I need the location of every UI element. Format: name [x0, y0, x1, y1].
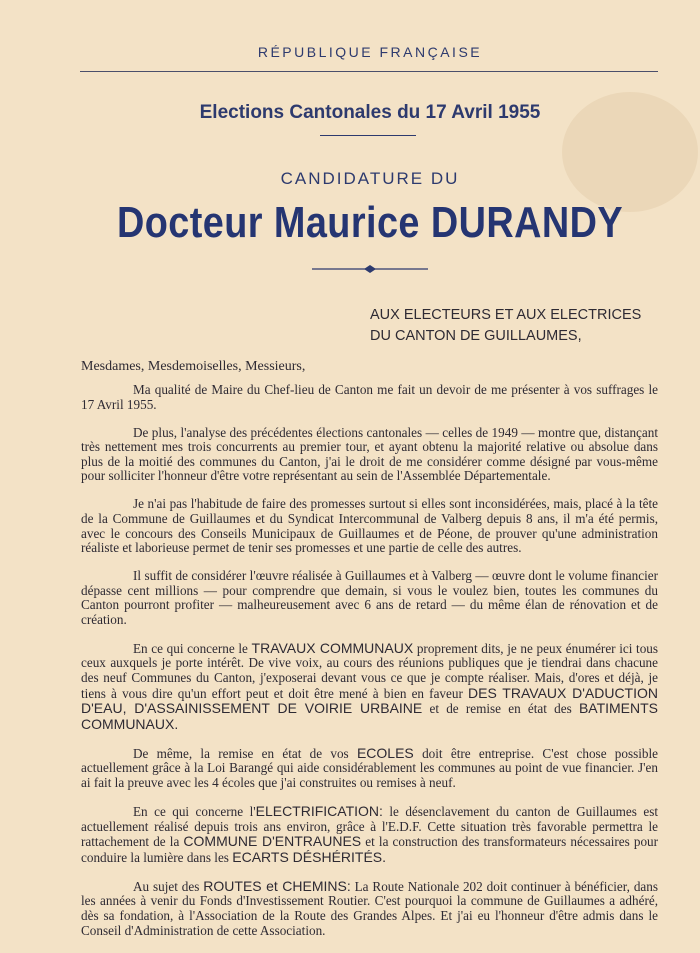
- p5-text-a: En ce qui concerne le: [133, 640, 248, 656]
- ornament-divider-icon: [312, 264, 428, 274]
- p6-text-a: De même, la remise en état de vos: [133, 745, 349, 761]
- keyword-entraunes: COMMUNE D'ENTRAUNES: [183, 833, 362, 850]
- paragraph-7: [81, 804, 658, 865]
- p5-text-c: et de remise en état des: [429, 701, 572, 717]
- republic-heading: RÉPUBLIQUE FRANÇAISE: [257, 44, 483, 60]
- paragraph-4: Il suffit de considérer l'œuvre réalisée à Guillaumes et à Valberg — œuvre dont le volume financier dépasse cent millions — pour comprendre que demain, si vous le voulez bien, toutes les communes du Canton pourront profiter — malheureusement avec 6 ans de retard — du même élan de rénovation et de création.: [81, 568, 658, 627]
- top-divider: [80, 71, 658, 72]
- p7-text-c: et la construction des transformateurs nécessaires pour conduire la lumière dans les: [81, 834, 659, 865]
- paragraph-6: [81, 746, 658, 791]
- p7-text-b: le désenclavement du canton de Guillaumes est actuellement réalisé depuis trois ans environ, grâce à l'E.D.F. Cette situation très favorable permettra le rattachement de la: [81, 804, 658, 850]
- p7-text-a: En ce qui concerne l': [133, 804, 256, 819]
- address-block: [370, 305, 641, 347]
- address-line-1: AUX ELECTEURS ET AUX ELECTRICES: [370, 307, 642, 323]
- address-line-2: DU CANTON DE GUILLAUMES,: [370, 328, 582, 344]
- keyword-adduction: DES TRAVAUX D'ADUCTION D'EAU, D'ASSAINISSEMENT DE VOIRIE URBAINE: [81, 684, 658, 717]
- paragraph-5: [81, 641, 658, 733]
- p8-text-b: La Route Nationale 202 doit continuer à bénéficier, dans les années à venir du Fonds d'Investissement Routier. C'est pourquoi la commune de Guillaumes a adhéré, dès sa fondation, à l'Association de la Route des Grandes Alpes. Et j'ai eu l'honneur d'être admis dans le Conseil d'Administration de cette Association.: [81, 878, 659, 938]
- keyword-ecoles: ECOLES: [356, 744, 414, 761]
- keyword-routes: ROUTES et CHEMINS:: [203, 877, 351, 894]
- p8-text-a: Au sujet des: [133, 878, 200, 894]
- salutation: Mesdames, Mesdemoiselles, Messieurs,: [81, 359, 306, 374]
- paragraph-3: Je n'ai pas l'habitude de faire des promesses surtout si elles sont inconsidérées, mais, placé à la tête de la Commune de Guillaumes et du Syndicat Intercommunal de Valberg depuis 8 ans, il m'a été permis, avec le concours des Conseils Municipaux de Guillaumes et de Péone, de prouver qu'une administration réaliste et laborieuse permet de tenir ses promesses et une partie de celle des autres.: [81, 496, 658, 556]
- p5-text-b: proprement dits, je ne peux énumérer ici tous ceux auxquels je porte intérêt. De vive voix, au cours des réunions publiques que je tiendrai dans chacune des neuf Communes du Canton, j'exposerai devant vous ce que je compte réaliser. Mais, d'ores et déjà, je tiens à vous dire qu'un effort peut et doit être mené à bien en faveur: [81, 640, 659, 701]
- candidate-name: Docteur Maurice DURANDY: [116, 198, 624, 247]
- keyword-travaux: TRAVAUX COMMUNAUX: [251, 639, 414, 656]
- paragraph-8: [81, 879, 658, 938]
- keyword-ecarts: ECARTS DÉSHÉRITÉS.: [232, 848, 387, 865]
- paragraph-1: Ma qualité de Maire du Chef-lieu de Canton me fait un devoir de me présenter à vos suffrages le 17 Avril 1955.: [81, 382, 658, 412]
- keyword-batiments: BATIMENTS COMMUNAUX.: [81, 700, 659, 732]
- keyword-electrification: ELECTRIFICATION:: [255, 803, 383, 819]
- title-underline: [320, 135, 416, 136]
- candidature-label: CANDIDATURE DU: [280, 169, 460, 188]
- p6-text-b: doit être entreprise. C'est chose possible actuellement grâce à la Loi Barangé qui aide considérablement les communes au point de vue financier. J'en ai fait la preuve avec les 4 écoles que j'ai construites ou remises à neuf.: [81, 745, 659, 791]
- paragraph-2: De plus, l'analyse des précédentes élections cantonales — celles de 1949 — montre que, distançant très nettement mes trois concurrents au premier tour, et ayant obtenu la majorité relative ou absolue dans plus de la moitié des communes du Canton, j'ai le droit de me considérer comme désigné par vous-même pour solliciter l'honneur d'être votre représentant au sein de l'Assemblée Départementale.: [81, 424, 658, 484]
- letter-body: [81, 383, 658, 952]
- elections-title: Elections Cantonales du 17 Avril 1955: [199, 102, 541, 123]
